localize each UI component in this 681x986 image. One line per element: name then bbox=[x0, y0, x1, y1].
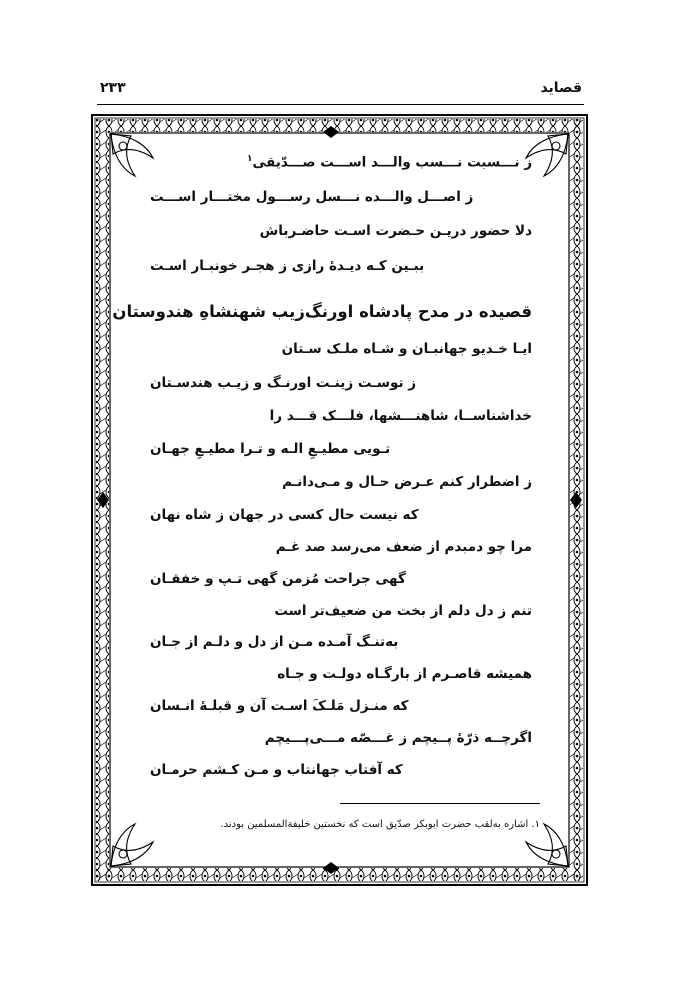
verse-line: به‌تنـگ آمـده مـن از دل و دلـم از جـان bbox=[150, 634, 399, 650]
verse-line: ز اصـــل والـــده نـــسل رســـول مختـــار اســـت bbox=[150, 189, 474, 205]
verse-line: ز اضطرار کنم عـرض حـال و مـی‌دانـم bbox=[282, 474, 532, 490]
verse-line: ز توسـت زینـت اورنـگ و زیـب هندسـتان bbox=[150, 375, 417, 391]
verse-line: که منـزل مَلـکَ اسـت آن و قبلـهٔ انـسان bbox=[150, 698, 409, 714]
footnote-mark: ۱ bbox=[246, 154, 253, 164]
qasida-title: قصیده در مدح پادشاه اورنگ‌زیب شهنشاهِ هندوستان bbox=[112, 302, 532, 321]
verse-line: همیشه قاصـرم از بارگـاه دولـت و جـاه bbox=[277, 666, 532, 682]
footnote: ۱. اشاره به‌لقب حضرت ابوبکر صدّیق است که نخستین خلیفةالمسلمین بودند. bbox=[220, 819, 540, 830]
verse-line: اگرچــه ذرّهٔ پــیچم ز غـــصّه مـــی‌پـــیچم bbox=[264, 730, 532, 746]
verse-line: ز نـــسبت نـــسب والـــد اســـت صـــدّیقی$^۱$ bbox=[246, 154, 532, 171]
page-number: ۲۳۳ bbox=[100, 80, 126, 96]
section-title: قصاید bbox=[540, 80, 582, 96]
header-rule bbox=[97, 104, 584, 105]
page-header bbox=[100, 80, 582, 102]
footnote-rule bbox=[340, 803, 540, 804]
verse-line: که نیست حال کسی در جهان ز شاه نهان bbox=[150, 507, 419, 523]
verse-line: خداشناســا، شاهنـــشها، فلـــک قـــد را bbox=[269, 408, 532, 424]
verse-line: که آفتاب جهانتاب و مـن کـشم حرمـان bbox=[150, 762, 403, 778]
verse-line: مرا چو دمبدم از ضعف می‌رسد صد غـم bbox=[275, 539, 532, 555]
verse-line: تـویی مطیـعِ الـه و تـرا مطیـعِ جهـان bbox=[150, 441, 391, 457]
verse-line: گهی جراحت مُزمن گهی تـپ و خفقـان bbox=[150, 571, 406, 587]
verse-line: ببـین کـه دیـدهٔ رازی ز هجـر خونبـار اسـت bbox=[150, 258, 425, 274]
verse-line: دلا حضور دریـن حـضرت اسـت حاضـرباش bbox=[259, 223, 532, 239]
verse-line: تنم ز دل دلم از بخت من ضعیف‌تر است bbox=[274, 603, 532, 619]
verse-line: ایـا خـدیو جهانبـان و شـاه ملـک سـتان bbox=[281, 341, 532, 357]
